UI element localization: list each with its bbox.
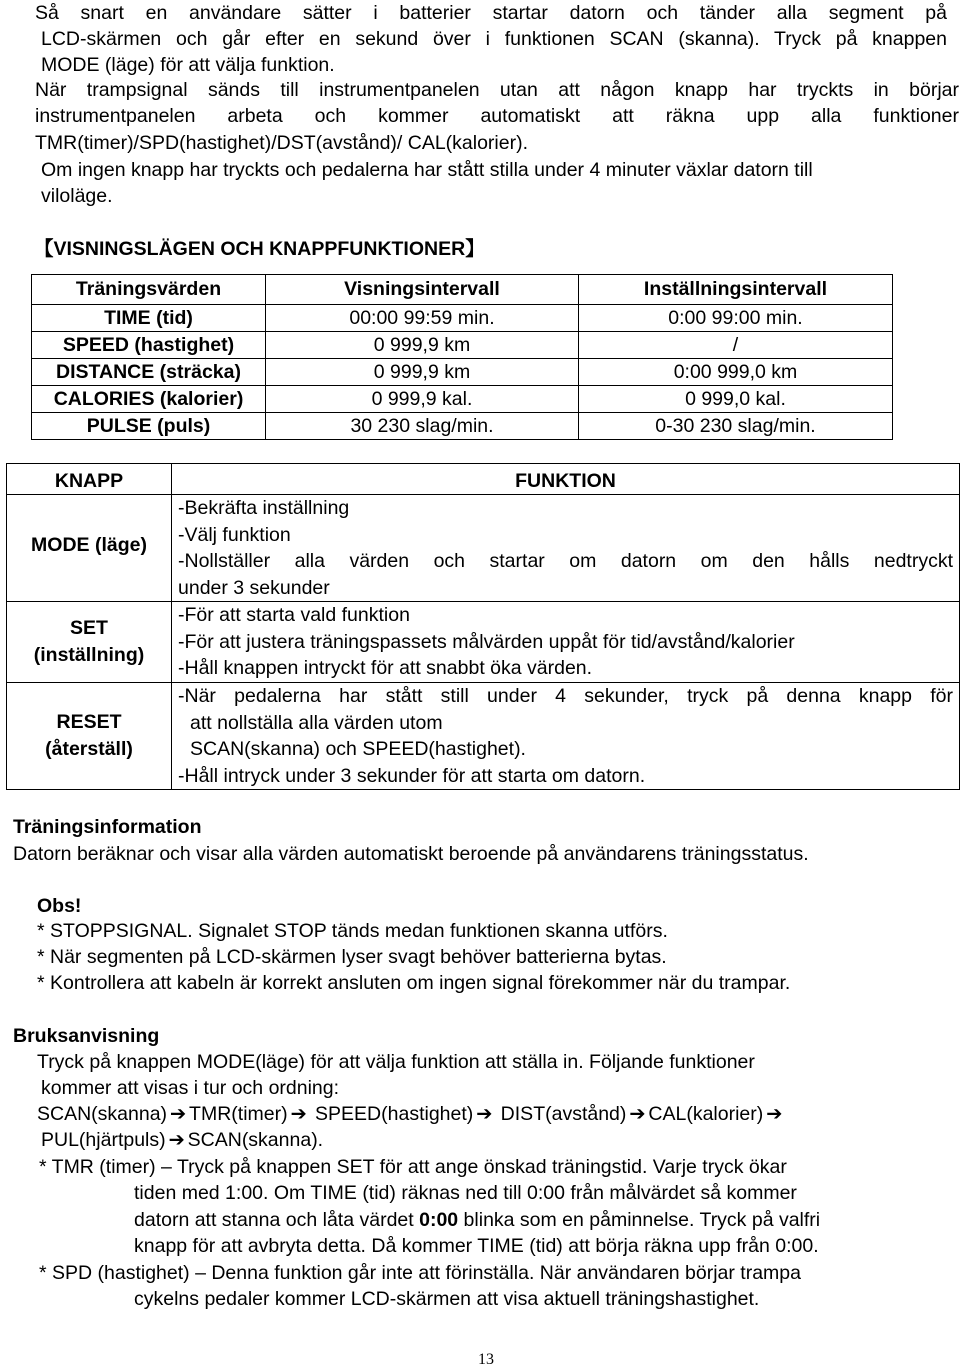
row-label: SPEED (hastighet) bbox=[32, 332, 266, 359]
row-label: CALORIES (kalorier) bbox=[32, 386, 266, 413]
sequence-step: TMR(timer) bbox=[189, 1103, 288, 1125]
arrow-right-icon: ➔ bbox=[169, 1103, 187, 1125]
set-function-cell bbox=[172, 602, 960, 683]
row-label: TIME (tid) bbox=[32, 305, 266, 332]
note-item: * STOPPSIGNAL. Signalet STOP tänds medan funktionen skanna utförs. bbox=[37, 920, 668, 942]
intro-p2-line3: TMR(timer)/SPD(hastighet)/DST(avstånd)/ CAL(kalorier). bbox=[35, 132, 529, 154]
tmr-line: * TMR (timer) – Tryck på knappen SET för att ange önskad träningstid. Varje tryck ökar bbox=[39, 1156, 787, 1178]
reset-key-sublabel: (återställ) bbox=[45, 738, 133, 760]
tmr-bold-value: 0:00 bbox=[419, 1209, 459, 1231]
column-header: Träningsvärden bbox=[32, 275, 266, 305]
intro-p1-line3: MODE (läge) för att välja funktion. bbox=[41, 54, 335, 76]
intro-p3-line2: viloläge. bbox=[41, 185, 113, 207]
row-label: DISTANCE (sträcka) bbox=[32, 359, 266, 386]
row-label: PULSE (puls) bbox=[32, 413, 266, 440]
sequence-step: SCAN(skanna). bbox=[187, 1129, 324, 1151]
usage-line: Tryck på knappen MODE(läge) för att välja funktion att ställa in. Följande funktioner bbox=[37, 1051, 755, 1073]
spd-line: cykelns pedaler kommer LCD-skärmen att visa aktuell träningshastighet. bbox=[134, 1288, 760, 1310]
column-header: KNAPP bbox=[7, 464, 172, 495]
table-header-row bbox=[7, 464, 960, 495]
table-cell: 0 999,0 kal. bbox=[579, 386, 893, 413]
table-cell: 30 230 slag/min. bbox=[266, 413, 579, 440]
arrow-right-icon: ➔ bbox=[629, 1103, 646, 1125]
sequence-step: SPEED(hastighet) bbox=[309, 1103, 474, 1125]
table-cell: 0:00 999,0 km bbox=[579, 359, 893, 386]
table-cell: 0:00 99:00 min. bbox=[579, 305, 893, 332]
column-header: FUNKTION bbox=[172, 464, 960, 495]
mode-key-label: MODE (läge) bbox=[31, 533, 147, 556]
tmr-text: blinka som en påminnelse. Tryck på valfri bbox=[458, 1209, 821, 1231]
reset-key-label: RESET bbox=[56, 711, 122, 733]
table-header-row bbox=[32, 275, 893, 305]
function-line: SCAN(skanna) och SPEED(hastighet). bbox=[190, 738, 526, 760]
table-cell: 0 999,9 km bbox=[266, 332, 579, 359]
mode-sequence-row-2 bbox=[41, 1127, 323, 1153]
arrow-right-icon: ➔ bbox=[476, 1103, 493, 1125]
display-values-table bbox=[31, 274, 893, 440]
set-key-sublabel: (inställning) bbox=[33, 644, 145, 666]
table-row bbox=[7, 495, 960, 602]
intro-p1-line1: Så snart en användare sätter i batterier startar datorn och tänder alla segment på bbox=[35, 2, 947, 24]
tmr-text: datorn att stanna och låta värdet bbox=[134, 1209, 420, 1231]
modes-heading: 【VISNINGSLÄGEN OCH KNAPPFUNKTIONER】 bbox=[34, 238, 485, 260]
table-row bbox=[32, 413, 893, 440]
tmr-line bbox=[134, 1207, 820, 1233]
sequence-step: PUL(hjärtpuls) bbox=[41, 1129, 166, 1151]
function-line: -Bekräfta inställning bbox=[178, 497, 350, 519]
function-line: -Välj funktion bbox=[178, 523, 291, 546]
mode-sequence-row-1 bbox=[37, 1101, 785, 1127]
arrow-right-icon: ➔ bbox=[766, 1103, 783, 1125]
function-line: -Nollställer alla värden och startar om datorn om den hålls nedtryckt bbox=[178, 550, 953, 572]
training-info-text: Datorn beräknar och visar alla värden automatiskt beroende på användarens träningsstatus. bbox=[13, 843, 809, 865]
table-row bbox=[32, 332, 893, 359]
tmr-line: tiden med 1:00. Om TIME (tid) räknas ned till 0:00 från målvärdet så kommer bbox=[134, 1182, 797, 1204]
training-info-heading: Träningsinformation bbox=[13, 816, 202, 838]
mode-key-cell bbox=[7, 495, 172, 602]
note-item: * När segmenten på LCD-skärmen lyser svagt behöver batterierna bytas. bbox=[37, 946, 667, 968]
table-cell: 00:00 99:59 min. bbox=[266, 305, 579, 332]
table-row bbox=[7, 683, 960, 790]
table-cell: 0-30 230 slag/min. bbox=[579, 413, 893, 440]
notes-heading: Obs! bbox=[37, 895, 82, 917]
set-key-label: SET bbox=[70, 617, 108, 639]
function-line: under 3 sekunder bbox=[178, 576, 330, 599]
mode-function-cell bbox=[172, 495, 960, 602]
intro-p2-line2: instrumentpanelen arbeta och kommer automatiskt att räkna upp alla funktioner bbox=[35, 105, 959, 127]
column-header: Inställningsintervall bbox=[579, 275, 893, 305]
function-line: -För att justera träningspassets målvärden uppåt för tid/avstånd/kalorier bbox=[178, 630, 795, 653]
table-row bbox=[32, 386, 893, 413]
table-cell: / bbox=[579, 332, 893, 359]
usage-line: kommer att visas i tur och ordning: bbox=[41, 1077, 340, 1099]
function-line: -För att starta vald funktion bbox=[178, 604, 410, 626]
sequence-step: CAL(kalorier) bbox=[648, 1103, 764, 1125]
table-row bbox=[32, 359, 893, 386]
sequence-step: SCAN(skanna) bbox=[37, 1103, 168, 1125]
intro-p3-line1: Om ingen knapp har tryckts och pedalerna har stått stilla under 4 minuter växlar datorn till bbox=[41, 159, 813, 181]
reset-key-cell bbox=[7, 683, 172, 790]
table-cell: 0 999,9 kal. bbox=[266, 386, 579, 413]
function-line: -Håll knappen intryckt för att snabbt öka värden. bbox=[178, 657, 593, 679]
function-line: att nollställa alla värden utom bbox=[190, 711, 443, 734]
tmr-line: knapp för att avbryta detta. Då kommer TIME (tid) att börja räkna upp från 0:00. bbox=[134, 1235, 819, 1257]
table-cell: 0 999,9 km bbox=[266, 359, 579, 386]
note-item: * Kontrollera att kabeln är korrekt ansluten om ingen signal förekommer när du trampar. bbox=[37, 972, 791, 994]
arrow-right-icon: ➔ bbox=[168, 1129, 185, 1151]
sequence-step: DIST(avstånd) bbox=[495, 1103, 627, 1125]
column-header: Visningsintervall bbox=[266, 275, 579, 305]
table-row bbox=[7, 602, 960, 683]
button-functions-table bbox=[6, 463, 960, 790]
function-line: -Håll intryck under 3 sekunder för att starta om datorn. bbox=[178, 764, 646, 787]
intro-p2-line1: När trampsignal sänds till instrumentpanelen utan att någon knapp har tryckts in börjar bbox=[35, 79, 959, 101]
function-line: -När pedalerna har stått still under 4 sekunder, tryck på denna knapp för bbox=[178, 685, 953, 707]
intro-p1-line2: LCD-skärmen och går efter en sekund över i funktionen SCAN (skanna). Tryck på knappen bbox=[41, 28, 947, 50]
table-row bbox=[32, 305, 893, 332]
page-number: 13 bbox=[478, 1351, 494, 1368]
spd-line: * SPD (hastighet) – Denna funktion går inte att förinställa. När användaren börjar trampa bbox=[39, 1262, 801, 1284]
reset-function-cell bbox=[172, 683, 960, 790]
usage-heading: Bruksanvisning bbox=[13, 1025, 160, 1047]
arrow-right-icon: ➔ bbox=[290, 1103, 307, 1125]
set-key-cell bbox=[7, 602, 172, 683]
